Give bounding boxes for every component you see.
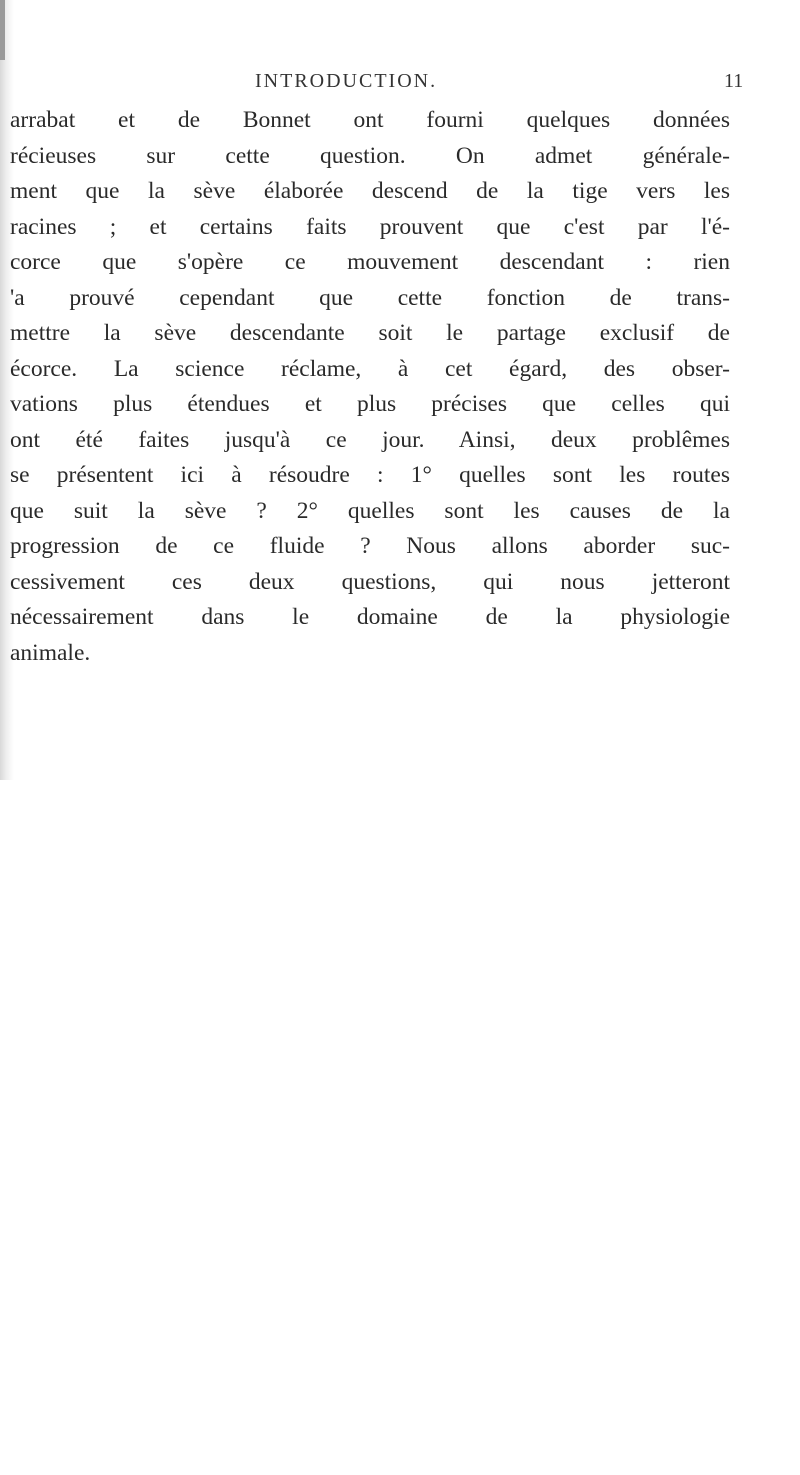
text-line: écorce. La science réclame, à cet égard, des obser- <box>10 355 730 382</box>
text-line: ont été faites jusqu'à ce jour. Ainsi, deux problêmes <box>10 426 730 453</box>
running-head: INTRODUCTION. <box>255 70 438 92</box>
page-header <box>0 70 800 100</box>
text-line: corce que s'opère ce mouvement descendant : rien <box>10 249 730 275</box>
text-line: mettre la sève descendante soit le partage exclusif de <box>10 320 730 346</box>
page-number: 11 <box>724 70 744 92</box>
text-line: ment que la sève élaborée descend de la tige vers les <box>10 178 730 204</box>
text-line: animale. <box>10 639 91 666</box>
body-text <box>10 103 730 671</box>
text-line: récieuses sur cette question. On admet générale- <box>10 142 730 169</box>
text-line: vations plus étendues et plus précises que celles qui <box>10 391 730 417</box>
text-line: nécessairement dans le domaine de la physiologie <box>10 604 730 630</box>
text-line: 'a prouvé cependant que cette fonction de trans- <box>10 284 730 311</box>
text-line: progression de ce fluide ? Nous allons aborder suc- <box>10 533 730 559</box>
text-line: arrabat et de Bonnet ont fourni quelques données <box>10 107 730 133</box>
text-line: racines ; et certains faits prouvent que c'est par l'é- <box>10 213 730 240</box>
text-line: que suit la sève ? 2° quelles sont les causes de la <box>10 497 730 524</box>
binding-mark <box>0 0 5 60</box>
text-line: se présentent ici à résoudre : 1° quelles sont les routes <box>10 462 730 488</box>
text-line: cessivement ces deux questions, qui nous jetteront <box>10 568 730 595</box>
